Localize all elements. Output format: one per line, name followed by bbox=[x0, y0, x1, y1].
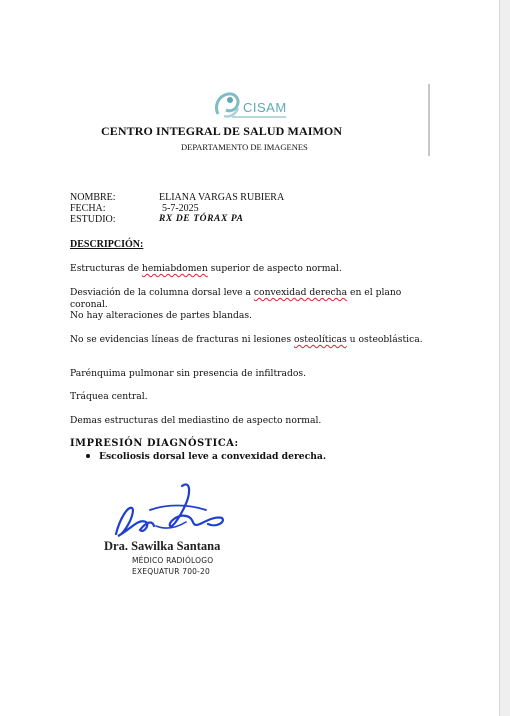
logo-tagline-line bbox=[232, 116, 286, 118]
impression-item bbox=[86, 451, 326, 462]
description-paragraph: Demas estructuras del mediastino de aspecto normal. bbox=[70, 415, 322, 426]
signer-exequatur: EXEQUATUR 700-20 bbox=[132, 567, 210, 576]
description-paragraph bbox=[70, 287, 430, 310]
text-run: u osteoblástica. bbox=[346, 334, 423, 345]
description-heading: DESCRIPCIÓN: bbox=[70, 239, 144, 250]
description-paragraph: Tráquea central. bbox=[70, 391, 148, 402]
description-paragraph: No hay alteraciones de partes blandas. bbox=[70, 310, 252, 321]
misspelled-word[interactable]: convexidad derecha bbox=[253, 287, 348, 298]
text-run: No se evidencias líneas de fracturas ni lesiones bbox=[70, 334, 294, 345]
text-run: en el plano coronal. bbox=[70, 287, 402, 310]
bullet-icon bbox=[86, 454, 90, 458]
description-paragraph bbox=[70, 334, 430, 346]
text-run: Desviación de la columna dorsal leve a bbox=[70, 287, 254, 298]
study-value: RX DE TÓRAX PA bbox=[159, 214, 244, 224]
header-divider bbox=[428, 84, 430, 156]
vertical-scrollbar[interactable] bbox=[499, 0, 510, 716]
text-run: superior de aspecto normal. bbox=[207, 263, 342, 274]
logo-wordmark: CISAM bbox=[243, 100, 287, 115]
misspelled-word[interactable]: hemiabdomen bbox=[141, 263, 208, 274]
signer-title: MÉDICO RADIÓLOGO bbox=[132, 556, 214, 565]
impression-heading: IMPRESIÓN DIAGNÓSTICA: bbox=[70, 438, 239, 449]
date-value: 5-7-2025 bbox=[162, 203, 199, 214]
study-label: ESTUDIO: bbox=[70, 214, 116, 225]
text-run: Estructuras de bbox=[70, 263, 142, 274]
department-name: DEPARTAMENTO DE IMAGENES bbox=[181, 142, 308, 152]
date-label: FECHA: bbox=[70, 203, 106, 214]
signer-name: Dra. Sawilka Santana bbox=[104, 539, 221, 553]
description-paragraph bbox=[70, 263, 430, 275]
organization-name: CENTRO INTEGRAL DE SALUD MAIMON bbox=[101, 124, 343, 138]
misspelled-word[interactable]: osteolíticas bbox=[294, 334, 347, 345]
signature-icon bbox=[106, 478, 236, 548]
impression-text: Escoliosis dorsal leve a convexidad derecha. bbox=[99, 451, 327, 462]
name-value: ELIANA VARGAS RUBIERA bbox=[159, 192, 285, 203]
description-paragraph: Parénquima pulmonar sin presencia de infiltrados. bbox=[70, 368, 307, 379]
name-label: NOMBRE: bbox=[70, 192, 116, 203]
